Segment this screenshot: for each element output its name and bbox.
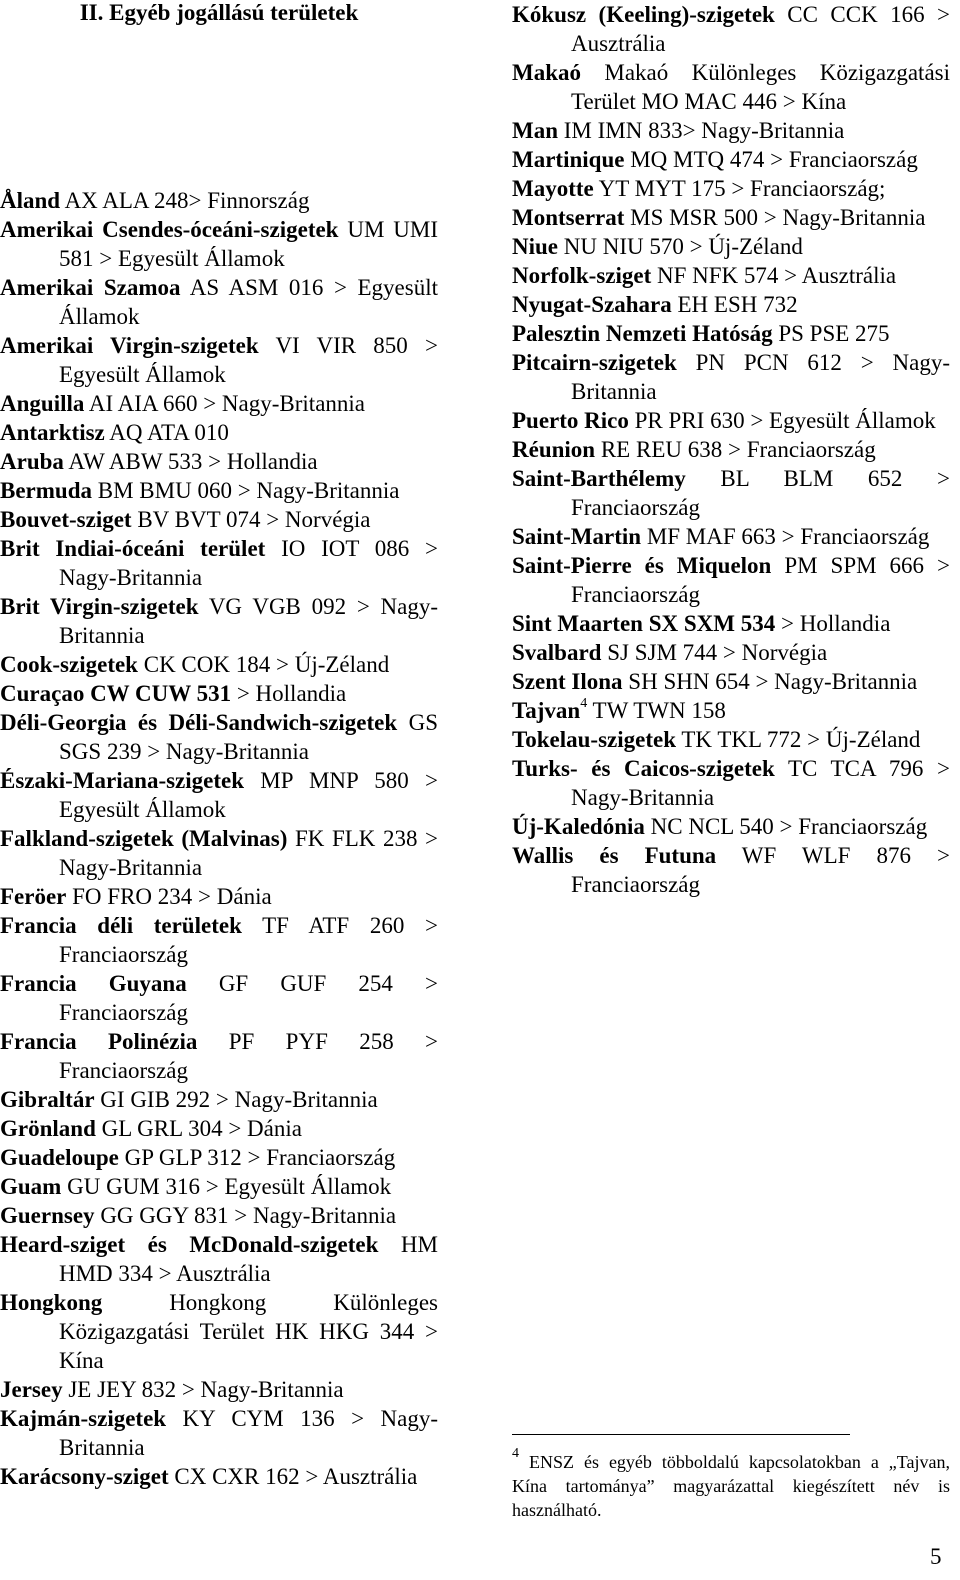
- territory-codes: EH ESH 732: [671, 292, 798, 317]
- territory-entry: [0, 1085, 438, 1114]
- territory-codes: WF WLF 876 > Franciaország: [571, 843, 950, 897]
- territory-name: Sint Maarten SX SXM 534: [512, 611, 776, 636]
- territory-codes: VG VGB 092 > Nagy-Britannia: [59, 594, 438, 648]
- territory-entry: [512, 116, 950, 145]
- territory-name: Kókusz (Keeling)-szigetek: [512, 2, 775, 27]
- territory-codes: MQ MTQ 474 > Franciaország: [624, 147, 918, 172]
- territory-name: Guam: [0, 1174, 62, 1199]
- territory-codes: TW TWN 158: [587, 698, 726, 723]
- territory-name: Saint-Pierre és Miquelon: [512, 553, 772, 578]
- territory-entry: [0, 911, 438, 969]
- page-number: 5: [930, 1544, 942, 1569]
- territory-entry: [0, 1172, 438, 1201]
- territory-name: Bouvet-sziget: [0, 507, 132, 532]
- footnote-text: ENSZ és egyéb többoldalú kapcsolatokban a „Tajvan, Kína tartománya” magyarázattal kiegészített név is használható.: [512, 1452, 950, 1520]
- territory-entry: [0, 1375, 438, 1404]
- footnote-marker: 4: [512, 1446, 519, 1461]
- territory-codes: GP GLP 312 > Franciaország: [118, 1145, 396, 1170]
- territory-name: Új-Kaledónia: [512, 814, 645, 839]
- territory-name: Turks- és Caicos-szigetek: [512, 756, 775, 781]
- territory-codes: VI VIR 850 > Egyesült Államok: [59, 333, 438, 387]
- territory-name: Åland: [0, 188, 61, 213]
- territory-entry: [512, 145, 950, 174]
- territory-name: Grönland: [0, 1116, 96, 1141]
- territory-entry: [0, 331, 438, 389]
- territory-codes: PN PCN 612 > Nagy-Britannia: [571, 350, 950, 404]
- section-title: II. Egyéb jogállású területek: [79, 0, 359, 25]
- territory-name: Jersey: [0, 1377, 63, 1402]
- territory-codes: NU NIU 570 > Új-Zéland: [558, 234, 803, 259]
- territory-name: Nyugat-Szahara: [512, 292, 672, 317]
- territory-entry: [512, 609, 950, 638]
- territory-codes: GG GGY 831 > Nagy-Britannia: [94, 1203, 397, 1228]
- territory-codes: AI AIA 660 > Nagy-Britannia: [84, 391, 366, 416]
- territory-entry: [0, 534, 438, 592]
- territory-codes: AW ABW 533 > Hollandia: [63, 449, 318, 474]
- footnote-separator: [512, 1434, 850, 1435]
- territory-entry: [0, 679, 438, 708]
- territory-name: Hongkong: [0, 1290, 103, 1315]
- territory-codes: TF ATF 260 > Franciaország: [59, 913, 438, 967]
- territory-name: Bermuda: [0, 478, 92, 503]
- territory-entry: [0, 1143, 438, 1172]
- territory-name: Man: [512, 118, 558, 143]
- territory-codes: MP MNP 580 > Egyesült Államok: [59, 768, 438, 822]
- territory-entry: [512, 0, 950, 58]
- territory-name: Saint-Barthélemy: [512, 466, 686, 491]
- territory-codes: > Hollandia: [775, 611, 891, 636]
- territory-entry: [512, 348, 950, 406]
- territory-entry: [0, 186, 438, 215]
- territory-entry: [512, 522, 950, 551]
- territory-name: Aruba: [0, 449, 64, 474]
- territory-name: Francia Polinézia: [0, 1029, 198, 1054]
- territory-entry: [512, 696, 950, 725]
- territory-entry: [0, 766, 438, 824]
- territory-name: Antarktisz: [0, 420, 105, 445]
- territory-entry: [512, 319, 950, 348]
- territory-codes: NF NFK 574 > Ausztrália: [651, 263, 897, 288]
- territory-entry: [0, 882, 438, 911]
- territory-name: Francia déli területek: [0, 913, 242, 938]
- territory-name: Cook-szigetek: [0, 652, 138, 677]
- territory-name: Martinique: [512, 147, 625, 172]
- territory-name: Amerikai Szamoa: [0, 275, 181, 300]
- territory-name: Montserrat: [512, 205, 625, 230]
- territory-list-left: [0, 186, 438, 1491]
- territory-codes: CK COK 184 > Új-Zéland: [137, 652, 390, 677]
- territory-codes: GF GUF 254 > Franciaország: [59, 971, 438, 1025]
- territory-codes: IO IOT 086 > Nagy-Britannia: [59, 536, 438, 590]
- territory-entry: [0, 1027, 438, 1085]
- territory-entry: [512, 754, 950, 812]
- territory-entry: [0, 1114, 438, 1143]
- territory-codes: BL BLM 652 > Franciaország: [571, 466, 950, 520]
- territory-codes: HM HMD 334 > Ausztrália: [59, 1232, 438, 1286]
- territory-name: Anguilla: [0, 391, 85, 416]
- territory-codes: UM UMI 581 > Egyesült Államok: [59, 217, 439, 271]
- territory-name: Guadeloupe: [0, 1145, 119, 1170]
- left-column: [0, 0, 438, 1491]
- territory-entry: [0, 1230, 438, 1288]
- territory-codes: TC TCA 796 > Nagy-Britannia: [571, 756, 950, 810]
- territory-codes: CC CCK 166 > Ausztrália: [571, 2, 951, 56]
- footnote-reference: 4: [580, 696, 588, 711]
- territory-entry: [0, 969, 438, 1027]
- blank-space: [0, 26, 438, 186]
- territory-entry: [0, 1462, 438, 1491]
- territory-codes: SH SHN 654 > Nagy-Britannia: [622, 669, 918, 694]
- territory-name: Brit Virgin-szigetek: [0, 594, 199, 619]
- territory-name: Kajmán-szigetek: [0, 1406, 167, 1431]
- territory-entry: [0, 592, 438, 650]
- footnote: [512, 1446, 950, 1522]
- territory-entry: [0, 418, 438, 447]
- territory-entry: [512, 725, 950, 754]
- territory-entry: [512, 667, 950, 696]
- territory-entry: [0, 505, 438, 534]
- territory-entry: [512, 290, 950, 319]
- territory-codes: MF MAF 663 > Franciaország: [641, 524, 930, 549]
- territory-codes: AX ALA 248> Finnország: [60, 188, 310, 213]
- territory-name: Réunion: [512, 437, 596, 462]
- territory-name: Pitcairn-szigetek: [512, 350, 677, 375]
- territory-entry: [0, 1201, 438, 1230]
- territory-name: Karácsony-sziget: [0, 1464, 169, 1489]
- territory-entry: [0, 1288, 438, 1375]
- territory-entry: [0, 708, 438, 766]
- territory-name: Francia Guyana: [0, 971, 187, 996]
- right-column: [512, 0, 950, 899]
- territory-entry: [512, 464, 950, 522]
- territory-codes: JE JEY 832 > Nagy-Britannia: [62, 1377, 344, 1402]
- territory-entry: [512, 406, 950, 435]
- territory-entry: [512, 812, 950, 841]
- territory-codes: FK FLK 238 > Nagy-Britannia: [59, 826, 438, 880]
- territory-name: Feröer: [0, 884, 67, 909]
- territory-codes: GL GRL 304 > Dánia: [95, 1116, 302, 1141]
- territory-entry: [512, 232, 950, 261]
- territory-entry: [512, 58, 950, 116]
- territory-codes: AS ASM 016 > Egyesült Államok: [59, 275, 438, 329]
- territory-codes: PR PRI 630 > Egyesült Államok: [628, 408, 936, 433]
- territory-name: Makaó: [512, 60, 581, 85]
- territory-name: Déli-Georgia és Déli-Sandwich-szigetek: [0, 710, 398, 735]
- territory-codes: SJ SJM 744 > Norvégia: [601, 640, 828, 665]
- territory-name: Svalbard: [512, 640, 602, 665]
- territory-codes: PM SPM 666 > Franciaország: [571, 553, 950, 607]
- territory-codes: MS MSR 500 > Nagy-Britannia: [624, 205, 926, 230]
- territory-codes: KY CYM 136 > Nagy-Britannia: [59, 1406, 438, 1460]
- territory-entry: [0, 1404, 438, 1462]
- territory-codes: YT MYT 175 > Franciaország;: [593, 176, 886, 201]
- territory-codes: Makaó Különleges Közigazgatási Terület MO MAC 446 > Kína: [571, 60, 950, 114]
- territory-name: Heard-sziget és McDonald-szigetek: [0, 1232, 379, 1257]
- territory-name: Curaçao CW CUW 531: [0, 681, 232, 706]
- territory-entry: [0, 476, 438, 505]
- territory-entry: [512, 261, 950, 290]
- territory-name: Norfolk-sziget: [512, 263, 652, 288]
- territory-name: Brit Indiai-óceáni terület: [0, 536, 266, 561]
- territory-codes: Hongkong Különleges Közigazgatási Terület HK HKG 344 > Kína: [59, 1290, 438, 1373]
- territory-entry: [512, 841, 950, 899]
- territory-name: Tokelau-szigetek: [512, 727, 676, 752]
- territory-name: Gibraltár: [0, 1087, 95, 1112]
- territory-entry: [512, 203, 950, 232]
- territory-name: Mayotte: [512, 176, 594, 201]
- territory-name: Wallis és Futuna: [512, 843, 717, 868]
- territory-entry: [512, 435, 950, 464]
- territory-codes: IM IMN 833> Nagy-Britannia: [558, 118, 845, 143]
- territory-name: Északi-Mariana-szigetek: [0, 768, 245, 793]
- territory-name: Niue: [512, 234, 558, 259]
- territory-codes: AQ ATA 010: [104, 420, 229, 445]
- territory-entry: [0, 273, 438, 331]
- territory-entry: [0, 447, 438, 476]
- territory-name: Falkland-szigetek (Malvinas): [0, 826, 288, 851]
- territory-codes: PF PYF 258 > Franciaország: [59, 1029, 439, 1083]
- territory-codes: CX CXR 162 > Ausztrália: [168, 1464, 418, 1489]
- territory-name: Guernsey: [0, 1203, 95, 1228]
- territory-codes: > Hollandia: [231, 681, 347, 706]
- territory-entry: [512, 638, 950, 667]
- territory-name: Puerto Rico: [512, 408, 629, 433]
- territory-codes: PS PSE 275: [772, 321, 890, 346]
- territory-name: Tajvan: [512, 698, 581, 723]
- territory-codes: GI GIB 292 > Nagy-Britannia: [94, 1087, 378, 1112]
- territory-codes: BM BMU 060 > Nagy-Britannia: [92, 478, 400, 503]
- territory-name: Amerikai Csendes-óceáni-szigetek: [0, 217, 339, 242]
- territory-entry: [0, 650, 438, 679]
- territory-entry: [512, 551, 950, 609]
- territory-codes: RE REU 638 > Franciaország: [595, 437, 876, 462]
- territory-codes: FO FRO 234 > Dánia: [66, 884, 272, 909]
- territory-entry: [0, 389, 438, 418]
- territory-name: Amerikai Virgin-szigetek: [0, 333, 259, 358]
- territory-name: Szent Ilona: [512, 669, 623, 694]
- territory-list-right: [512, 0, 950, 899]
- territory-name: Saint-Martin: [512, 524, 642, 549]
- territory-codes: TK TKL 772 > Új-Zéland: [676, 727, 921, 752]
- territory-codes: BV BVT 074 > Norvégia: [131, 507, 371, 532]
- territory-entry: [0, 215, 438, 273]
- territory-name: Palesztin Nemzeti Hatóság: [512, 321, 773, 346]
- territory-codes: GS SGS 239 > Nagy-Britannia: [59, 710, 438, 764]
- territory-entry: [0, 824, 438, 882]
- territory-codes: GU GUM 316 > Egyesült Államok: [61, 1174, 392, 1199]
- territory-entry: [512, 174, 950, 203]
- territory-codes: NC NCL 540 > Franciaország: [644, 814, 928, 839]
